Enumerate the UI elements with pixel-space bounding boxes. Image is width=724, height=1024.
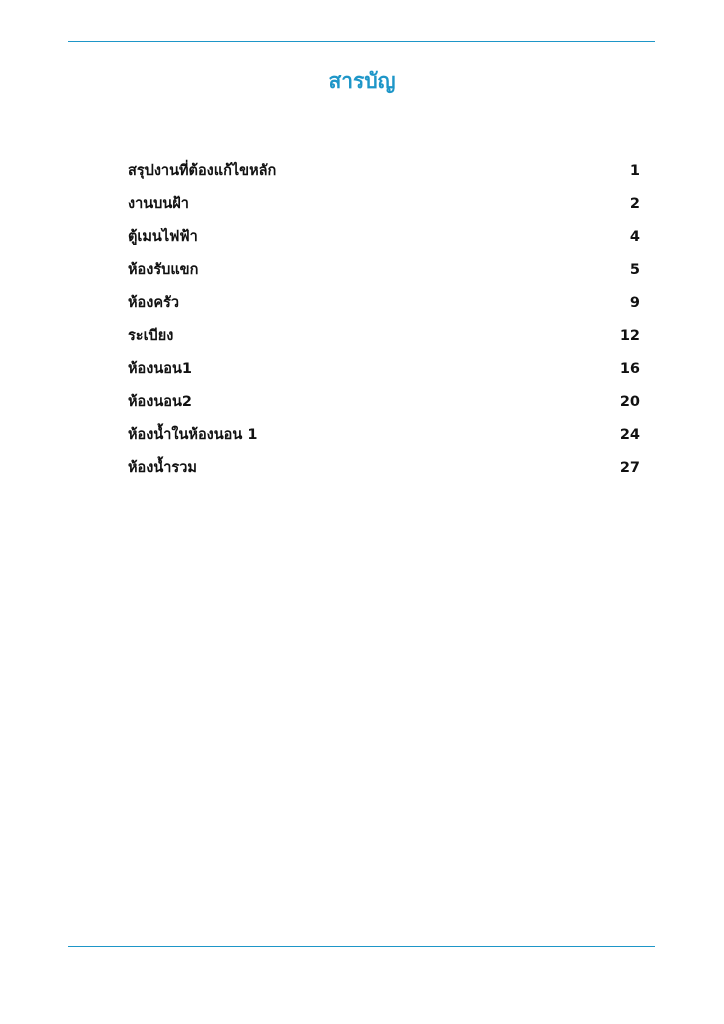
page-title: สารบัญ bbox=[328, 69, 396, 93]
table-of-contents bbox=[128, 155, 640, 485]
toc-entry-label: งานบนฝ้า bbox=[128, 196, 189, 212]
toc-entry[interactable] bbox=[128, 419, 640, 452]
toc-entry[interactable] bbox=[128, 320, 640, 353]
toc-entry-page: 9 bbox=[629, 295, 640, 311]
toc-entry-label: ห้องรับแขก bbox=[128, 262, 199, 278]
toc-entry-page: 20 bbox=[619, 394, 640, 410]
toc-entry[interactable] bbox=[128, 188, 640, 221]
toc-entry[interactable] bbox=[128, 386, 640, 419]
toc-entry[interactable] bbox=[128, 287, 640, 320]
toc-entry[interactable] bbox=[128, 221, 640, 254]
footer-rule bbox=[68, 946, 655, 947]
toc-entry[interactable] bbox=[128, 254, 640, 287]
toc-entry-label: สรุปงานที่ต้องแก้ไขหลัก bbox=[128, 163, 277, 179]
toc-entry[interactable] bbox=[128, 155, 640, 188]
toc-entry-page: 12 bbox=[619, 328, 640, 344]
toc-entry-page: 16 bbox=[619, 361, 640, 377]
toc-entry-label: ห้องน้ำในห้องนอน 1 bbox=[128, 427, 258, 443]
toc-entry-label: ห้องนอน2 bbox=[128, 394, 192, 410]
toc-entry-label: ตู้เมนไฟฟ้า bbox=[128, 229, 198, 245]
toc-entry-page: 1 bbox=[629, 163, 640, 179]
toc-entry-page: 5 bbox=[629, 262, 640, 278]
toc-entry-page: 24 bbox=[619, 427, 640, 443]
toc-entry-label: ห้องน้ำรวม bbox=[128, 460, 197, 476]
header-rule bbox=[68, 41, 655, 42]
toc-entry[interactable] bbox=[128, 452, 640, 485]
toc-entry[interactable] bbox=[128, 353, 640, 386]
toc-entry-label: ห้องนอน1 bbox=[128, 361, 192, 377]
toc-entry-label: ระเบียง bbox=[128, 328, 174, 344]
toc-entry-page: 27 bbox=[619, 460, 640, 476]
toc-entry-page: 4 bbox=[629, 229, 640, 245]
toc-entry-label: ห้องครัว bbox=[128, 295, 179, 311]
toc-entry-page: 2 bbox=[629, 196, 640, 212]
